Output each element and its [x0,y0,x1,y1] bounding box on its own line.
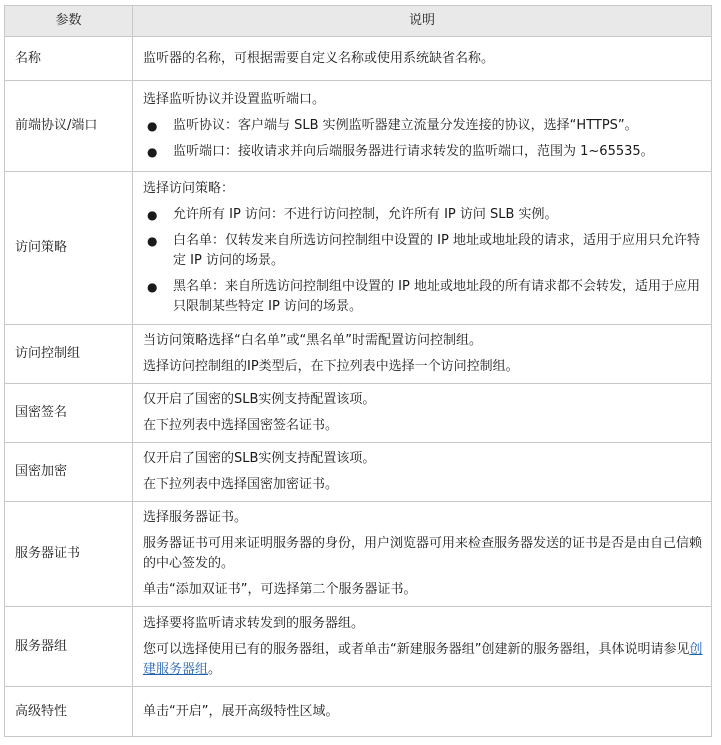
bullet-icon: ● [147,208,158,222]
table-row [5,502,712,607]
table-row [5,81,712,172]
parameter-table [4,5,712,737]
desc-intro: 选择监听协议并设置监听端口。 [143,92,326,107]
table-row [5,325,712,384]
bullet-icon: ● [147,234,158,248]
row-label: 服务器组 [5,607,133,687]
list-item-text: 允许所有 IP 访问：不进行访问控制，允许所有 IP 访问 SLB 实例。 [173,207,558,222]
create-server-group-link[interactable]: 创建服务器组 [143,641,703,677]
desc-line: 选择要将监听请求转发到的服务器组。 [143,615,365,631]
desc-intro: 选择访问策略： [143,181,235,196]
table-header-row [5,6,712,37]
list-item-text: 监听端口：接收请求并向后端服务器进行请求转发的监听端口，范围为 1~65535。 [173,144,654,159]
desc-line: 在下拉列表中选择国密签名证书。 [143,418,339,433]
row-label: 名称 [5,37,133,81]
desc-text: 监听器的名称，可根据需要自定义名称或使用系统缺省名称。 [143,50,495,66]
desc-line: 仅开启了国密的SLB实例支持配置该项。 [143,451,376,466]
row-desc [133,502,712,607]
bullet-list [143,116,703,162]
row-label: 国密加密 [5,443,133,502]
header-desc: 说明 [133,6,712,37]
list-item [143,116,703,136]
desc-text-prefix: 您可以选择使用已有的服务器组，或者单击“新建服务器组”创建新的服务器组，具体说明请参见 [143,641,690,657]
table-row [5,443,712,502]
bullet-icon: ● [147,280,158,294]
row-label: 高级特性 [5,687,133,737]
list-item [143,277,703,317]
list-item [143,142,703,162]
list-item-text: 黑名单：来自所选访问控制组中设置的 IP 地址或地址段的所有请求都不会转发，适用于应用只限制某些特定 IP 访问的场景。 [173,279,700,314]
row-desc [133,172,712,325]
list-item [143,231,703,271]
bullet-icon: ● [147,119,158,133]
desc-line: 当访问策略选择“白名单”或“黑名单”时需配置访问控制组。 [143,333,482,348]
table-row [5,607,712,687]
desc-text-suffix: 。 [208,661,222,677]
row-label: 服务器证书 [5,502,133,607]
row-label: 访问控制组 [5,325,133,384]
table-row [5,172,712,325]
desc-line: 在下拉列表中选择国密加密证书。 [143,477,339,492]
desc-line: 选择服务器证书。 [143,510,248,525]
header-param: 参数 [5,6,133,37]
desc-line: 仅开启了国密的SLB实例支持配置该项。 [143,392,376,407]
table-row [5,37,712,81]
row-label: 前端协议/端口 [5,81,133,172]
row-desc [133,325,712,384]
table-row [5,384,712,443]
desc-line: 服务器证书可用来证明服务器的身份，用户浏览器可用来检查服务器发送的证书是否是由自己信赖的中心签发的。 [143,536,703,571]
desc-text: 单击“开启”，展开高级特性区域。 [143,703,339,719]
row-label: 访问策略 [5,172,133,325]
row-desc [133,607,712,687]
list-item [143,205,703,225]
desc-line: 单击“添加双证书”，可选择第二个服务器证书。 [143,582,417,597]
bullet-icon: ● [147,145,158,159]
list-item-text: 监听协议：客户端与 SLB 实例监听器建立流量分发连接的协议，选择“HTTPS”。 [173,118,638,133]
row-desc [133,687,712,737]
row-desc [133,37,712,81]
list-item-text: 白名单：仅转发来自所选访问控制组中设置的 IP 地址或地址段的请求，适用于应用只允许特定 IP 访问的场景。 [173,233,700,268]
row-desc [133,384,712,443]
row-label: 国密签名 [5,384,133,443]
bullet-list [143,205,703,317]
desc-line [143,640,703,680]
row-desc [133,81,712,172]
table-row [5,687,712,737]
desc-line: 选择访问控制组的IP类型后，在下拉列表中选择一个访问控制组。 [143,359,519,374]
row-desc [133,443,712,502]
